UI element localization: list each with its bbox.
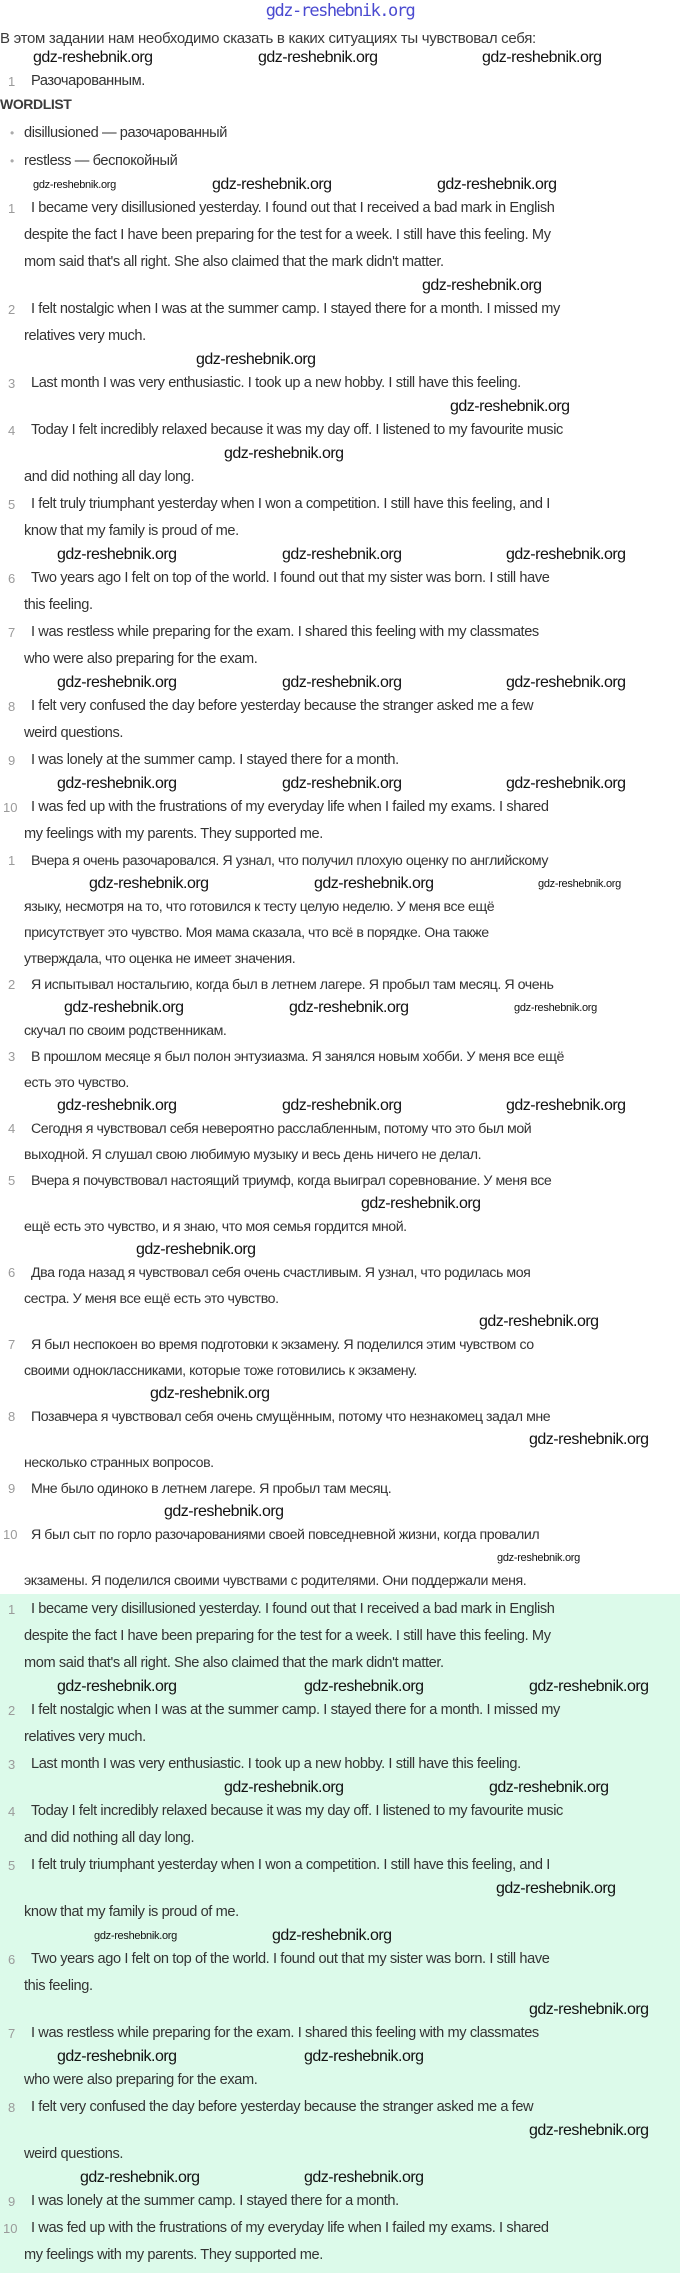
intro-text: В этом задании нам необходимо сказать в каких ситуациях ты чувствовал себя: [0, 30, 536, 47]
watermark-text: gdz-reshebnik.org [304, 1678, 424, 1695]
sentence-line: утверждала, что оценка не имеет значения. [24, 951, 296, 967]
watermark-text: gdz-reshebnik.org [314, 875, 434, 892]
watermark-row [24, 397, 680, 417]
watermark-row [24, 1312, 680, 1332]
watermark-row [24, 2121, 680, 2141]
sentence-line: weird questions. [24, 2146, 124, 2162]
list-item [0, 1168, 680, 1260]
item-number: 5 [8, 497, 16, 512]
sentence-line: this feeling. [24, 597, 93, 613]
site-link[interactable]: gdz-reshebnik.org [265, 1, 415, 21]
watermark-text: gdz-reshebnik.org [282, 1097, 402, 1114]
list-item [0, 1596, 680, 1697]
watermark-text: gdz-reshebnik.org [361, 1195, 481, 1212]
sentence-line: Мне было одиноко в летнем лагере. Я пробыл там месяц. [31, 1481, 392, 1497]
sentence-line: несколько странных вопросов. [24, 1455, 214, 1471]
list-item [0, 565, 680, 619]
item-number: 7 [8, 1337, 16, 1352]
sentence-line: В прошлом месяце я был полон энтузиазма. Я занялся новым хобби. У меня все ещё [31, 1049, 564, 1065]
item-number: 6 [8, 1265, 16, 1280]
watermark-text: gdz-reshebnik.org [450, 398, 570, 415]
watermark-text: gdz-reshebnik.org [80, 2169, 200, 2186]
item-number: 6 [8, 1952, 16, 1967]
list-item [0, 1697, 680, 1751]
sentence-line: my feelings with my parents. They supported me. [24, 2247, 323, 2263]
watermark-text: gdz-reshebnik.org [57, 674, 177, 691]
sentence-line: who were also preparing for the exam. [24, 651, 258, 667]
watermark-row [24, 2000, 680, 2020]
watermark-text: gdz-reshebnik.org [529, 2001, 649, 2018]
sentence-line: Я был неспокоен во время подготовки к экзамену. Я поделился этим чувством со [31, 1337, 534, 1353]
sentence-line: Today I felt incredibly relaxed because it was my day off. I listened to my favourite music [31, 422, 563, 438]
answer-text: Разочарованным. [31, 73, 145, 89]
sentence-line: I became very disillusioned yesterday. I found out that I received a bad mark in English [31, 1601, 555, 1617]
watermark-text: gdz-reshebnik.org [506, 546, 626, 563]
item-number: 1 [8, 201, 16, 216]
wordlist-item [0, 119, 680, 147]
list-item [0, 2188, 680, 2215]
item-number: 2 [8, 1703, 16, 1718]
list-item [0, 1751, 680, 1798]
sentence-line: экзамены. Я поделился своими чувствами с родителями. Они поддержали меня. [24, 1573, 527, 1589]
sentence-line: I felt truly triumphant yesterday when I won a competition. I still have this feeling, and I [31, 496, 550, 512]
watermark-text: gdz-reshebnik.org [33, 179, 116, 191]
item-number: 3 [8, 1757, 16, 1772]
sentence-line: this feeling. [24, 1978, 93, 1994]
watermark-text: gdz-reshebnik.org [514, 1002, 597, 1014]
watermark-row [24, 998, 680, 1018]
watermark-text: gdz-reshebnik.org [150, 1385, 270, 1402]
sentence-line: relatives very much. [24, 328, 146, 344]
sentence-line: and did nothing all day long. [24, 1830, 195, 1846]
watermark-text: gdz-reshebnik.org [224, 445, 344, 462]
item-number: 8 [8, 2100, 16, 2115]
watermark-row [24, 276, 680, 296]
sentence-line: присутствует это чувство. Моя мама сказала, что всё в порядке. Она также [24, 925, 489, 941]
watermark-text: gdz-reshebnik.org [282, 674, 402, 691]
sentence-line: выходной. Я слушал свою любимую музыку и весь день ничего не делал. [24, 1147, 482, 1163]
watermark-row [24, 673, 680, 693]
sentence-line: сестра. У меня все ещё есть это чувство. [24, 1291, 279, 1307]
watermark-text: gdz-reshebnik.org [57, 546, 177, 563]
sentence-line: I was lonely at the summer camp. I stayed there for a month. [31, 752, 399, 768]
watermark-row [24, 444, 680, 464]
watermark-text: gdz-reshebnik.org [33, 49, 153, 66]
watermark-text: gdz-reshebnik.org [258, 49, 378, 66]
sentence-line: I was restless while preparing for the exam. I shared this feeling with my classmates [31, 624, 539, 640]
watermark-row [24, 545, 680, 565]
item-number: 2 [8, 977, 16, 992]
item-number: 10 [3, 2221, 18, 2236]
item-number: 8 [8, 699, 16, 714]
item-number: 9 [8, 753, 16, 768]
watermark-row [24, 1240, 680, 1260]
sentence-line: I felt very confused the day before yesterday because the stranger asked me a few [31, 698, 534, 714]
watermark-text: gdz-reshebnik.org [529, 2122, 649, 2139]
sentence-line: ещё есть это чувство, и я знаю, что моя семья гордится мной. [24, 1219, 407, 1235]
russian-sentences-list [0, 848, 680, 1594]
watermark-row [0, 48, 680, 68]
watermark-text: gdz-reshebnik.org [64, 999, 184, 1016]
list-item [0, 1404, 680, 1476]
sentence-line: despite the fact I have been preparing for the test for a week. I still have this feeling. My [24, 227, 551, 243]
watermark-text: gdz-reshebnik.org [506, 1097, 626, 1114]
sentence-line: Вчера я почувствовал настоящий триумф, когда выиграл соревнование. У меня все [31, 1173, 552, 1189]
watermark-row [24, 874, 680, 894]
watermark-text: gdz-reshebnik.org [497, 1552, 580, 1564]
item-number: 10 [3, 800, 18, 815]
watermark-row [24, 774, 680, 794]
answer-panel [0, 1594, 680, 2273]
item-number: 8 [8, 1409, 16, 1424]
list-item [0, 2020, 680, 2094]
watermark-text: gdz-reshebnik.org [212, 176, 332, 193]
watermark-text: gdz-reshebnik.org [94, 1930, 177, 1942]
sentence-line: Two years ago I felt on top of the world. I found out that my sister was born. I still have [31, 1951, 550, 1967]
watermark-text: gdz-reshebnik.org [89, 875, 209, 892]
item-number: 7 [8, 2026, 16, 2041]
sentence-line: Two years ago I felt on top of the world. I found out that my sister was born. I still have [31, 570, 550, 586]
sentence-line: I became very disillusioned yesterday. I found out that I received a bad mark in English [31, 200, 555, 216]
list-item [0, 2215, 680, 2269]
list-item [0, 747, 680, 794]
bullet-icon: • [10, 126, 14, 140]
item-number: 7 [8, 625, 16, 640]
watermark-row [24, 350, 680, 370]
list-item [0, 1798, 680, 1852]
sentence-line: Сегодня я чувствовал себя невероятно расслабленным, потому что это был мой [31, 1121, 532, 1137]
watermark-text: gdz-reshebnik.org [196, 351, 316, 368]
list-item [0, 195, 680, 296]
watermark-text: gdz-reshebnik.org [57, 2048, 177, 2065]
watermark-text: gdz-reshebnik.org [422, 277, 542, 294]
bullet-icon: • [10, 154, 14, 168]
item-number: 4 [8, 1121, 16, 1136]
list-item [0, 1852, 680, 1946]
watermark-text: gdz-reshebnik.org [282, 775, 402, 792]
list-item [0, 1522, 680, 1594]
list-item [0, 1044, 680, 1116]
sentence-line: I felt truly triumphant yesterday when I won a competition. I still have this feeling, and I [31, 1857, 550, 1873]
item-number: 3 [8, 1049, 16, 1064]
watermark-row [24, 1096, 680, 1116]
list-item [0, 848, 680, 972]
watermark-text: gdz-reshebnik.org [437, 176, 557, 193]
watermark-text: gdz-reshebnik.org [479, 1313, 599, 1330]
list-item [0, 693, 680, 747]
watermark-row [24, 1778, 680, 1798]
answer-number: 1 [8, 74, 16, 89]
watermark-text: gdz-reshebnik.org [57, 775, 177, 792]
watermark-text: gdz-reshebnik.org [482, 49, 602, 66]
sentence-line: mom said that's all right. She also claimed that the mark didn't matter. [24, 1655, 444, 1671]
sentence-line: Позавчера я чувствовал себя очень смущённым, потому что незнакомец задал мне [31, 1409, 551, 1425]
watermark-row [24, 2047, 680, 2067]
watermark-row [24, 1879, 680, 1899]
item-number: 4 [8, 1804, 16, 1819]
sentence-line: Last month I was very enthusiastic. I took up a new hobby. I still have this feeling. [31, 375, 521, 391]
list-item [0, 1116, 680, 1168]
list-item [0, 2094, 680, 2188]
watermark-text: gdz-reshebnik.org [164, 1503, 284, 1520]
sentence-line: weird questions. [24, 725, 124, 741]
wordlist-item [0, 147, 680, 175]
watermark-text: gdz-reshebnik.org [489, 1779, 609, 1796]
list-item [0, 296, 680, 370]
watermark-text: gdz-reshebnik.org [57, 1678, 177, 1695]
sentence-line: I felt very confused the day before yesterday because the stranger asked me a few [31, 2099, 534, 2115]
list-item [0, 972, 680, 1044]
wordlist-item-text: disillusioned — разочарованный [24, 125, 228, 141]
list-item [0, 1260, 680, 1332]
sentence-line: mom said that's all right. She also claimed that the mark didn't matter. [24, 254, 444, 270]
sentence-line: I felt nostalgic when I was at the summer camp. I stayed there for a month. I missed my [31, 1702, 560, 1718]
sentence-line: скучал по своим родственникам. [24, 1023, 227, 1039]
item-number: 3 [8, 376, 16, 391]
sentence-line: Я был сыт по горло разочарованиями своей повседневной жизни, когда провалил [31, 1527, 540, 1543]
sentence-line: своими одноклассниками, которые тоже готовились к экзамену. [24, 1363, 417, 1379]
watermark-row [24, 1502, 680, 1522]
list-item [0, 491, 680, 565]
sentence-line: relatives very much. [24, 1729, 146, 1745]
sentence-line: know that my family is proud of me. [24, 1904, 239, 1920]
english-sentences-list [0, 195, 680, 848]
list-item [0, 619, 680, 693]
sentence-line: I was fed up with the frustrations of my everyday life when I failed my exams. I shared [31, 2220, 549, 2236]
watermark-text: gdz-reshebnik.org [496, 1880, 616, 1897]
sentence-line: and did nothing all day long. [24, 469, 195, 485]
item-number: 1 [8, 1602, 16, 1617]
wordlist-title: WORDLIST [0, 96, 72, 112]
sentence-line: Today I felt incredibly relaxed because it was my day off. I listened to my favourite music [31, 1803, 563, 1819]
watermark-text: gdz-reshebnik.org [282, 546, 402, 563]
watermark-text: gdz-reshebnik.org [224, 1779, 344, 1796]
item-number: 10 [3, 1527, 18, 1542]
sentence-line: I was lonely at the summer camp. I stayed there for a month. [31, 2193, 399, 2209]
watermark-row [24, 1430, 680, 1450]
watermark-text: gdz-reshebnik.org [304, 2048, 424, 2065]
sentence-line: who were also preparing for the exam. [24, 2072, 258, 2088]
list-item [0, 1476, 680, 1522]
watermark-row [24, 1194, 680, 1214]
watermark-text: gdz-reshebnik.org [529, 1431, 649, 1448]
watermark-row [24, 1677, 680, 1697]
answer-item [0, 68, 680, 95]
sentence-line: Я испытывал ностальгию, когда был в летнем лагере. Я пробыл там месяц. Я очень [31, 977, 554, 993]
item-number: 2 [8, 302, 16, 317]
sentence-line: I felt nostalgic when I was at the summer camp. I stayed there for a month. I missed my [31, 301, 560, 317]
sentence-line: despite the fact I have been preparing for the test for a week. I still have this feeling. My [24, 1628, 551, 1644]
item-number: 9 [8, 1481, 16, 1496]
item-number: 5 [8, 1173, 16, 1188]
sentence-line: Два года назад я чувствовал себя очень счастливым. Я узнал, что родилась моя [31, 1265, 531, 1281]
watermark-text: gdz-reshebnik.org [272, 1927, 392, 1944]
list-item [0, 1946, 680, 2020]
item-number: 9 [8, 2194, 16, 2209]
item-number: 1 [8, 853, 16, 868]
item-number: 6 [8, 571, 16, 586]
list-item [0, 417, 680, 491]
watermark-text: gdz-reshebnik.org [304, 2169, 424, 2186]
sentence-line: I was fed up with the frustrations of my everyday life when I failed my exams. I shared [31, 799, 549, 815]
watermark-row [24, 1926, 680, 1946]
sentence-line: I was restless while preparing for the exam. I shared this feeling with my classmates [31, 2025, 539, 2041]
sentence-line: Last month I was very enthusiastic. I took up a new hobby. I still have this feeling. [31, 1756, 521, 1772]
list-item [0, 370, 680, 417]
sentence-line: Вчера я очень разочаровался. Я узнал, что получил плохую оценку по английскому [31, 853, 548, 869]
watermark-row [24, 1384, 680, 1404]
watermark-row [24, 2168, 680, 2188]
watermark-text: gdz-reshebnik.org [57, 1097, 177, 1114]
sentence-line: my feelings with my parents. They supported me. [24, 826, 323, 842]
watermark-text: gdz-reshebnik.org [529, 1678, 649, 1695]
watermark-text: gdz-reshebnik.org [538, 878, 621, 890]
sentence-line: языку, несмотря на то, что готовился к тесту целую неделю. У меня все ещё [24, 899, 495, 915]
watermark-text: gdz-reshebnik.org [506, 775, 626, 792]
wordlist-item-text: restless — беспокойный [24, 153, 178, 169]
watermark-row [0, 175, 680, 195]
watermark-text: gdz-reshebnik.org [136, 1241, 256, 1258]
list-item [0, 1332, 680, 1404]
watermark-text: gdz-reshebnik.org [289, 999, 409, 1016]
watermark-text: gdz-reshebnik.org [506, 674, 626, 691]
sentence-line: есть это чувство. [24, 1075, 129, 1091]
watermark-row [24, 1548, 680, 1568]
item-number: 4 [8, 423, 16, 438]
item-number: 5 [8, 1858, 16, 1873]
list-item [0, 794, 680, 848]
sentence-line: know that my family is proud of me. [24, 523, 239, 539]
